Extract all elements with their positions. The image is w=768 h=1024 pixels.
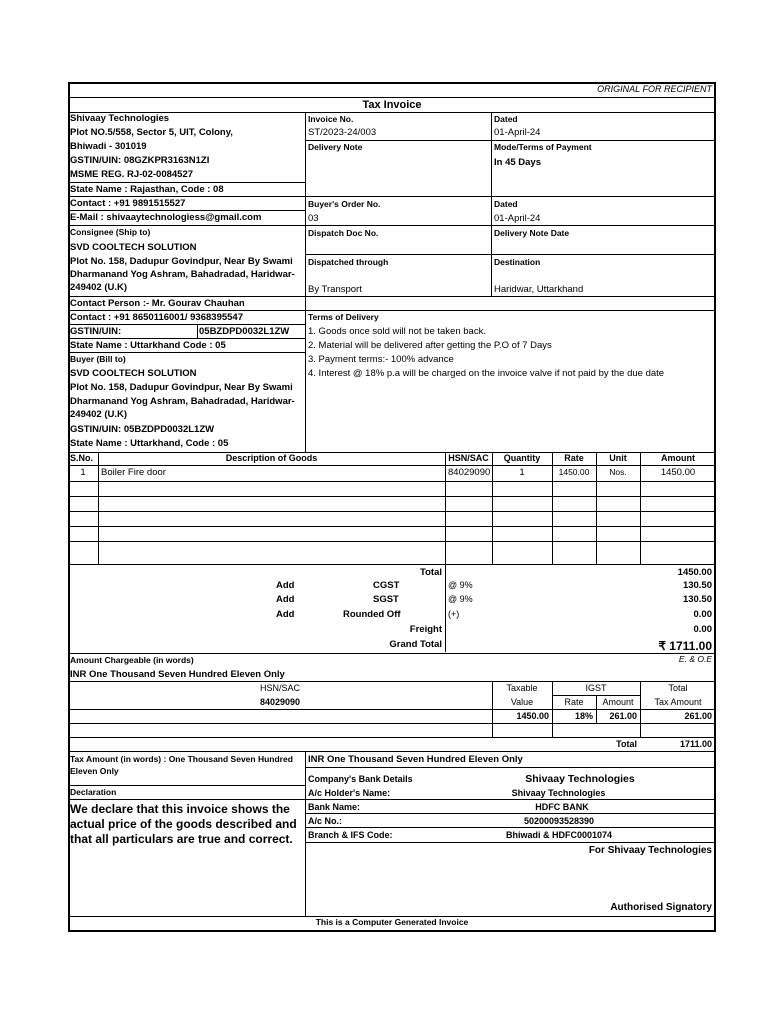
cgst-add: Add [276,580,295,591]
seller-msme: MSME REG. RJ-02-0084527 [70,169,194,180]
tax-value-label: Value [510,697,534,707]
consignee-label: Consignee (Ship to) [70,227,151,237]
seller-gstin: GSTIN/UIN: 08GZKPR3163N1ZI [70,155,210,166]
buyer-order-label: Buyer's Order No. [308,199,381,209]
sgst-rate: @ 9% [448,594,473,604]
tax-words: INR One Thousand Seven Hundred Eleven Only [308,754,523,765]
buyer-address-1: Plot No. 158, Dadupur Govindpur, Near By Swami [70,382,293,393]
words-label: Amount Chargeable (in words) [70,655,194,665]
seller-state: State Name : Rajasthan, Code : 08 [70,184,224,195]
dispatched-through-label: Dispatched through [308,257,389,267]
grand-total-value: ₹ 1711.00 [658,639,712,653]
row-sno: 1 [80,467,86,478]
tax-hsn-value: 84029090 [259,697,301,707]
col-sno: S.No. [70,453,94,463]
seller-name: Shivaay Technologies [70,113,170,124]
total-label: Total [420,567,442,578]
tax-amount-label: Amount [602,697,634,707]
round-add: Add [276,609,295,620]
consignee-address-2: Dharmanand Yog Ashram, Bahadradad, Haridwar- [70,269,295,280]
consignee-contact-person: Contact Person :- Mr. Gourav Chauhan [70,298,245,309]
tax-taxable-value: 1450.00 [516,711,549,721]
destination-label: Destination [494,257,541,267]
col-desc: Description of Goods [225,453,318,463]
terms-line-2: 2. Material will be delivered after getting the P.O of 7 Days [308,340,552,351]
consignee-address-1: Plot No. 158, Dadupur Govindpur, Near By Swami [70,256,293,267]
delivery-note-label: Delivery Note [308,142,363,152]
terms-line-1: 1. Goods once sold will not be taken back. [308,326,486,337]
seller-address-2: Bhiwadi - 301019 [70,141,147,152]
declaration-label: Declaration [70,787,117,797]
tax-rate-value: 18% [574,711,593,721]
frame-bottom [68,930,716,932]
round-label: Rounded Off [343,609,401,620]
frame-right [714,82,716,932]
copy-label: ORIGINAL FOR RECIPIENT [597,84,712,94]
row-amount: 1450.00 [660,467,696,478]
sgst-value: 130.50 [682,594,712,605]
row-qty: 1 [519,467,525,478]
buyer-address-2: Dharmanand Yog Ashram, Bahadradad, Haridwar- [70,396,295,407]
dated2-label: Dated [494,199,518,209]
cgst-label: CGST [373,580,400,591]
seller-email: E-Mail : shivaaytechnologiess@gmail.com [70,212,262,223]
declaration-text: We declare that this invoice shows the actual price of the goods described and that all particulars are true and correct. [70,802,297,846]
round-sign: (+) [448,609,460,619]
terms-label: Terms of Delivery [308,312,379,322]
terms-line-4: 4. Interest @ 18% p.a will be charged on the invoice valve if not paid by the due date [308,368,665,379]
ifsc-value: Bhiwadi & HDFC0001074 [505,830,613,840]
acno-value: 50200093528390 [523,816,595,826]
tax-footer-total-label: Total [616,739,637,749]
bank-name-label: Bank Name: [308,802,361,812]
tax-words-label: Tax Amount (in words) : One Thousand Seven Hundred [70,754,293,764]
row-desc: Boiler Fire door [101,467,166,478]
grand-total-label: Grand Total [389,639,442,650]
tax-footer-total-value: 1711.00 [679,739,712,749]
holder-label: A/c Holder's Name: [308,788,391,798]
tax-tax-amount-label: Tax Amount [654,697,702,707]
delivery-note-date-label: Delivery Note Date [494,228,570,238]
for-company: For Shivaay Technologies [588,845,712,856]
consignee-gstin-label: GSTIN/UIN: [70,326,122,337]
freight-value: 0.00 [693,624,712,635]
payment-terms-label: Mode/Terms of Payment [494,142,592,152]
words-value: INR One Thousand Seven Hundred Eleven Only [70,669,285,680]
tax-igst-label: IGST [585,683,607,693]
computer-generated-note: This is a Computer Generated Invoice [315,917,469,927]
page-title: Tax Invoice [362,99,422,111]
consignee-name: SVD COOLTECH SOLUTION [70,242,197,253]
col-qty: Quantity [503,453,541,463]
sgst-add: Add [276,594,295,605]
seller-contact: Contact : +91 9891515527 [70,198,186,209]
total-value: 1450.00 [677,567,712,578]
cgst-rate: @ 9% [448,580,473,590]
eoe: E. & O.E [678,654,712,664]
buyer-state: State Name : Uttarkhand, Code : 05 [70,438,229,449]
buyer-label: Buyer (Bill to) [70,354,126,364]
row-unit: Nos. [609,467,627,477]
col-amount: Amount [661,453,695,463]
row-rate: 1450.00 [558,467,590,477]
destination: Haridwar, Uttarkhand [494,284,584,295]
buyer-order: 03 [308,213,319,224]
dispatch-doc-label: Dispatch Doc No. [308,228,379,238]
ifsc-label: Branch & IFS Code: [308,830,393,840]
tax-amount-value: 261.00 [609,711,637,721]
col-unit: Unit [609,453,627,463]
consignee-contact: Contact : +91 8650116001/ 9368395547 [70,312,243,323]
tax-total-label: Total [668,683,688,693]
acno-label: A/c No.: [308,816,343,826]
tax-hsn-label: HSN/SAC [259,683,300,693]
dispatched-through: By Transport [308,284,362,295]
tax-words-label-2: Eleven Only [70,766,119,776]
payment-terms: In 45 Days [494,157,541,168]
freight-label: Freight [409,624,442,635]
round-value: 0.00 [693,609,712,620]
consignee-state: State Name : Uttarkhand Code : 05 [70,340,226,351]
invoice-no-label: Invoice No. [308,114,354,124]
tax-taxable-label: Taxable [506,683,538,693]
buyer-gstin: GSTIN/UIN: 05BZDPD0032L1ZW [70,424,215,435]
holder-value: Shivaay Technologies [511,788,606,798]
bank-name-value: HDFC BANK [535,802,589,812]
invoice-no: ST/2023-24/003 [308,127,377,138]
bank-company: Shivaay Technologies [525,773,635,785]
consignee-address-3: 249402 (U.K) [70,282,128,293]
row-hsn: 84029090 [448,467,491,478]
dated-value: 01-April-24 [494,127,541,138]
tax-tax-amount-value: 261.00 [684,711,712,721]
authorised-signatory: Authorised Signatory [610,902,712,913]
cgst-value: 130.50 [682,580,712,591]
col-rate: Rate [564,453,584,463]
seller-address-1: Plot NO.5/558, Sector 5, UIT, Colony, [70,127,233,138]
tax-rate-label: Rate [564,697,584,707]
dated2-value: 01-April-24 [494,213,541,224]
sgst-label: SGST [373,594,399,605]
dated-label: Dated [494,114,518,124]
bank-details-label: Company's Bank Details [308,774,413,784]
buyer-address-3: 249402 (U.K) [70,409,128,420]
consignee-gstin: 05BZDPD0032L1ZW [199,326,290,337]
buyer-name: SVD COOLTECH SOLUTION [70,368,197,379]
col-hsn: HSN/SAC [448,453,489,463]
terms-line-3: 3. Payment terms:- 100% advance [308,354,454,365]
